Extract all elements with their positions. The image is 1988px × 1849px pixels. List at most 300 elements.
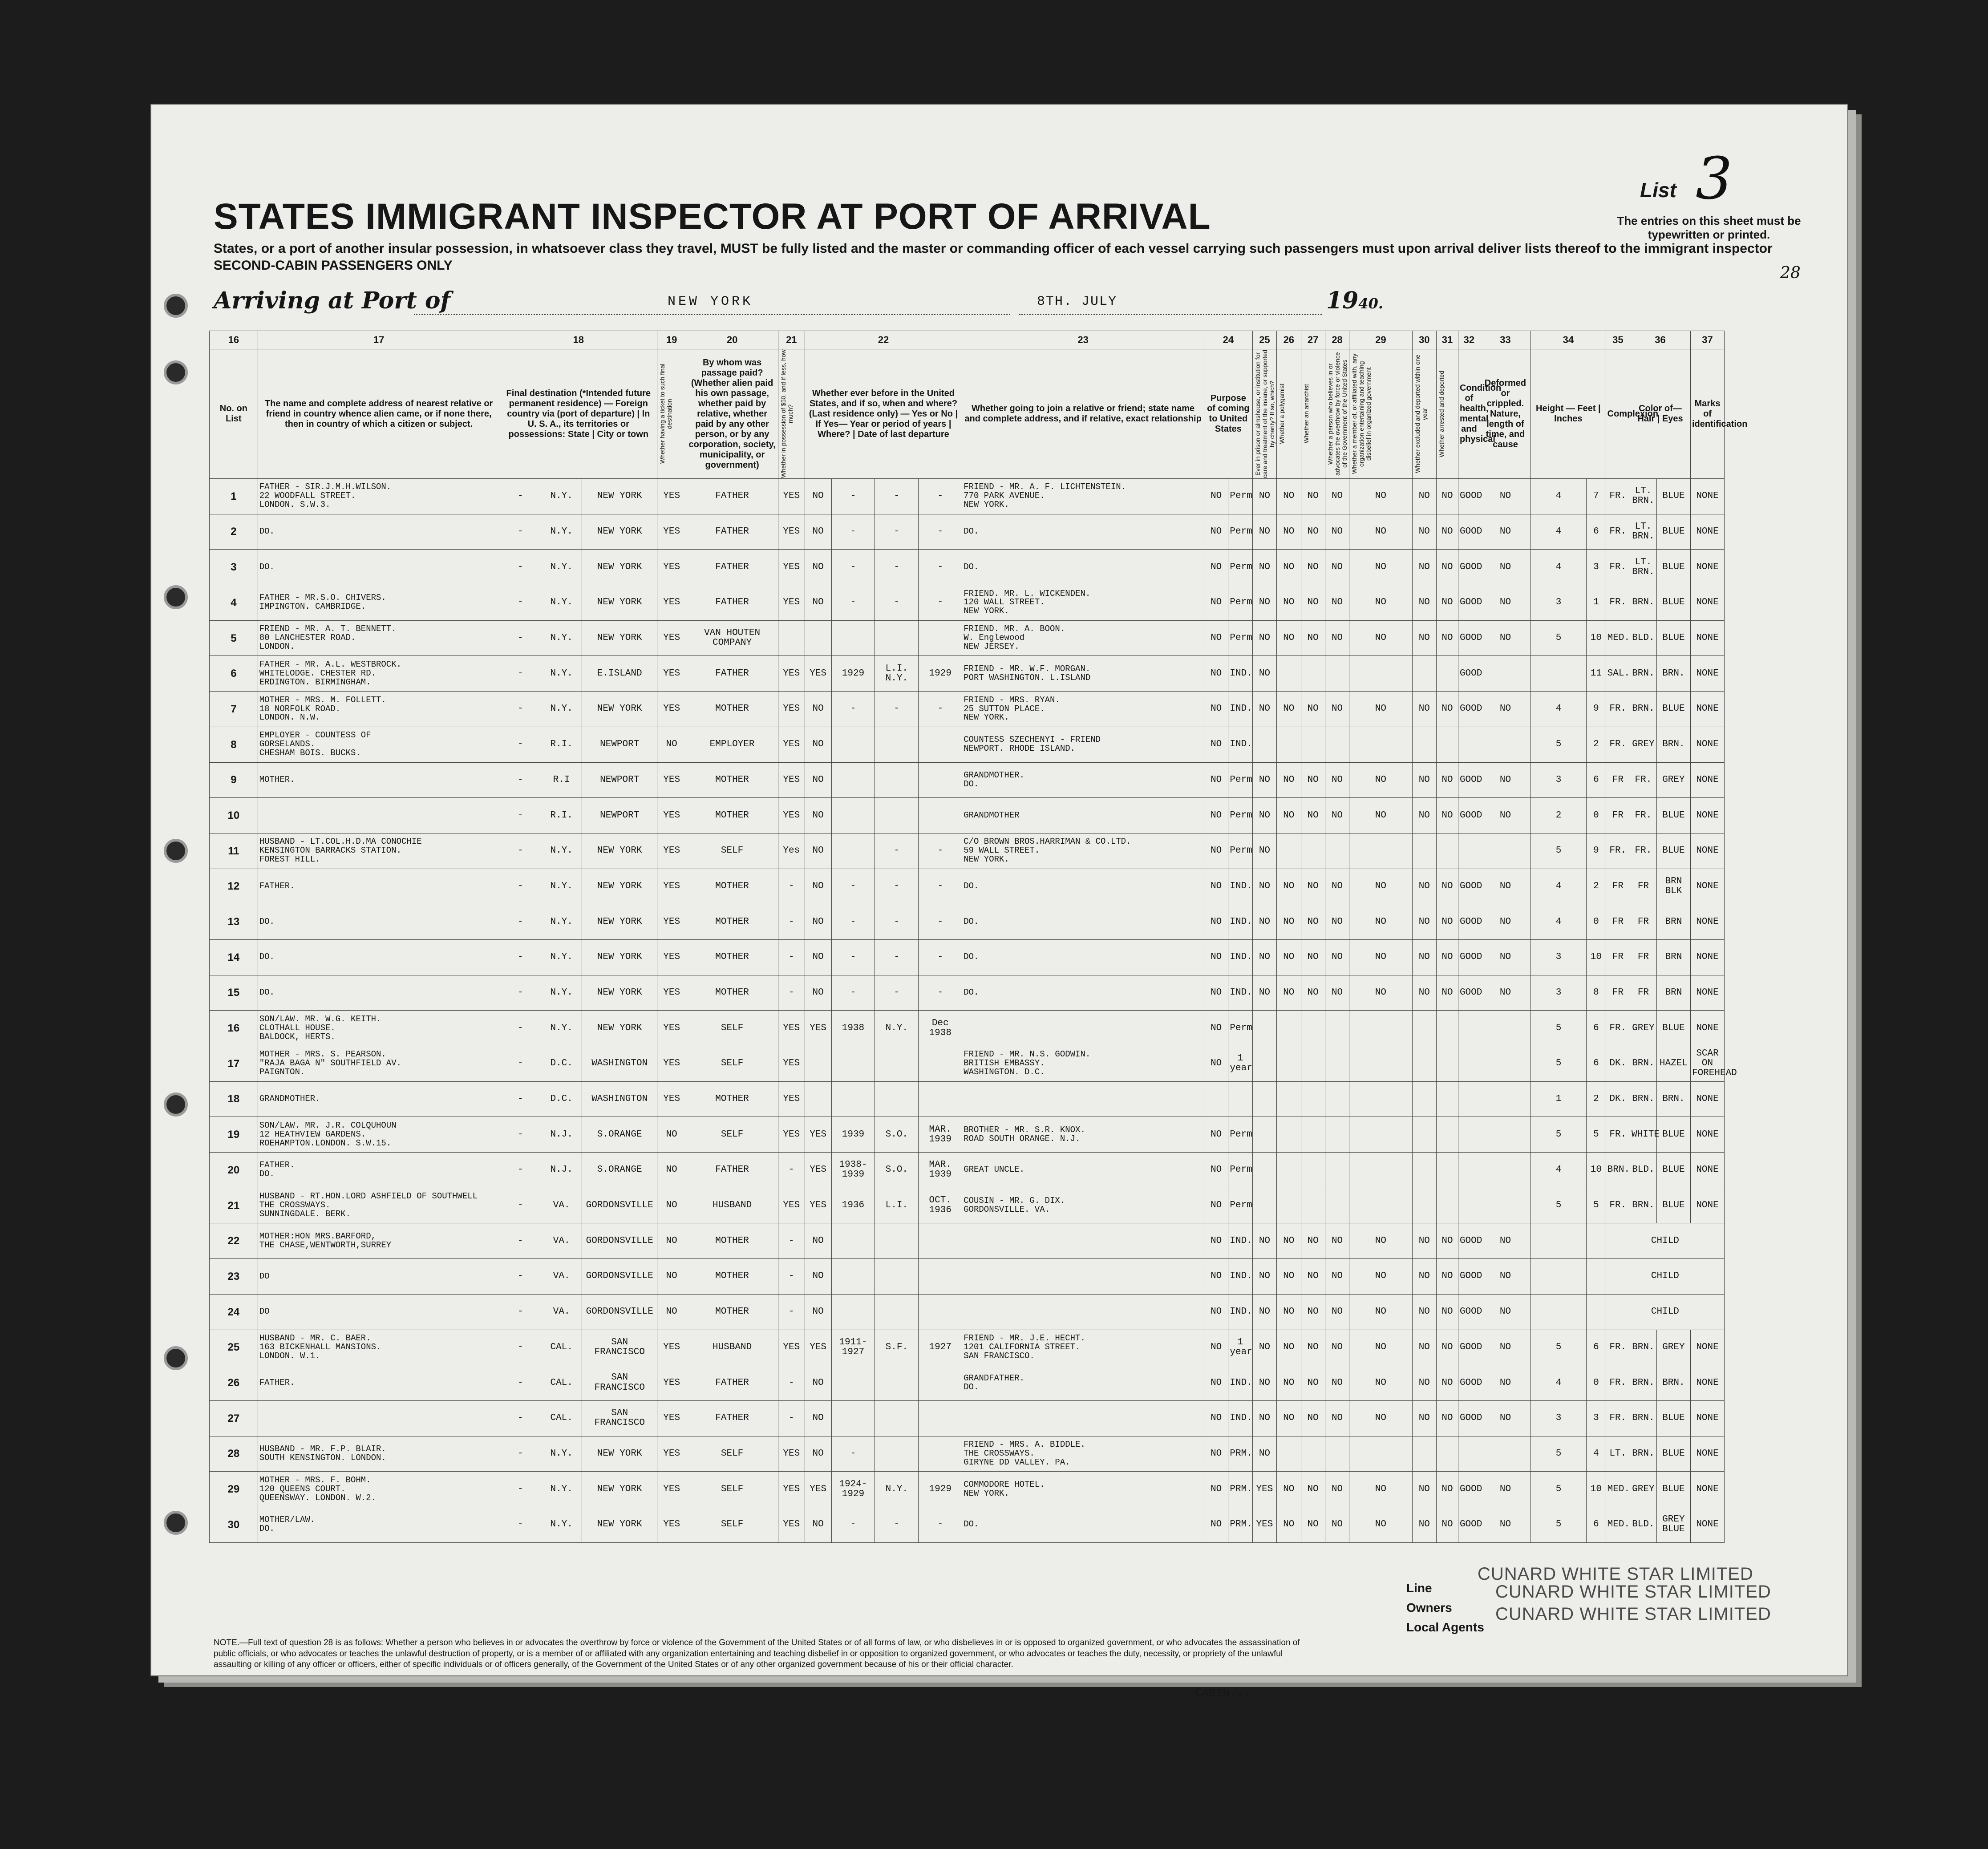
- cell-purpose: NO: [1204, 1330, 1228, 1365]
- cell-c28: NO: [1325, 904, 1349, 940]
- cell-marks: NONE: [1690, 798, 1724, 833]
- cell-hair: FR.: [1630, 833, 1657, 869]
- cell-relative: DO.: [258, 975, 500, 1011]
- cell-inches: 3: [1587, 1400, 1606, 1436]
- cell-eyes: BLUE: [1656, 1188, 1690, 1223]
- table-row: [210, 1081, 1834, 1117]
- manifest-sheet: [150, 104, 1848, 1700]
- cell-purpose: NO: [1204, 1011, 1228, 1046]
- cell-prison: NO: [1252, 939, 1276, 975]
- table-row: [210, 656, 1834, 692]
- cell-inches: [1587, 1223, 1606, 1259]
- cell-complexion: FR.: [1606, 1400, 1630, 1436]
- cell-via: -: [500, 904, 541, 940]
- cell-prison: [1252, 1117, 1276, 1153]
- cell-c28: NO: [1325, 514, 1349, 550]
- cell-relative: FRIEND - MR. A. T. BENNETT. 80 LANCHESTER ROAD. LONDON.: [258, 620, 500, 656]
- cell-via: -: [500, 1188, 541, 1223]
- cell-city: NEW YORK: [582, 550, 657, 585]
- cell-inches: 0: [1587, 798, 1606, 833]
- cell-feet: 5: [1531, 620, 1587, 656]
- cell-c27: NO: [1301, 904, 1325, 940]
- cell-c28: NO: [1325, 1472, 1349, 1507]
- cell-fifty: -: [778, 1400, 805, 1436]
- cell-purpose: NO: [1204, 1117, 1228, 1153]
- cell-c27: NO: [1301, 1507, 1325, 1542]
- cell-prison: NO: [1252, 1294, 1276, 1330]
- cell-c31: NO: [1437, 869, 1458, 904]
- cell-no: 20: [210, 1153, 258, 1188]
- cell-fifty: YES: [778, 1436, 805, 1472]
- cell-via: -: [500, 1081, 541, 1117]
- cell-feet: 4: [1531, 550, 1587, 585]
- cell-paid: MOTHER: [686, 1259, 778, 1295]
- cell-c29: NO: [1349, 762, 1412, 798]
- cell-c30: NO: [1412, 620, 1436, 656]
- cell-ticket: NO: [657, 1294, 686, 1330]
- cell-where: [875, 1259, 919, 1295]
- footnote: NOTE.—Full text of question 28 is as follows: Whether a person who believes in or advocates the overthrow by force or violence of the Government of the United States or of all forms of law, or who disbelieves in or is opposed to organized government, or who advocates the assassination of public officials, or who advocates or teaches the unlawful destruction of property, or is a member of or affiliated with any organization entertaining and teaching disbelief in or opposition to organized government, or who advocates or teaches the duty, necessity, or propriety of the unlawful assaulting or killing of any officer or officers, either of specific individuals or of officers generally, of the Government of the United States or of any other organized government because of his or their official character.: [214, 1638, 1300, 1670]
- cell-purpose: NO: [1204, 798, 1228, 833]
- cell-feet: 3: [1531, 762, 1587, 798]
- cell-years: [831, 620, 875, 656]
- cell-relative: FATHER - MR.S.O. CHIVERS. IMPINGTON. CAMBRIDGE.: [258, 585, 500, 621]
- cell-before: [805, 1081, 831, 1117]
- cell-via: -: [500, 1153, 541, 1188]
- cell-health: GOOD: [1458, 939, 1480, 975]
- cell-c28: NO: [1325, 869, 1349, 904]
- cell-paid: MOTHER: [686, 904, 778, 940]
- cell-departed: [919, 620, 962, 656]
- cell-joining: FRIEND - MR. N.S. GODWIN. BRITISH EMBASSY. WASHINGTON. D.C.: [962, 1046, 1204, 1082]
- cell-state: N.Y.: [541, 656, 582, 692]
- cell-length: PRM.: [1228, 1472, 1252, 1507]
- cell-c27: [1301, 1436, 1325, 1472]
- cell-c31: NO: [1437, 1259, 1458, 1295]
- cell-paid: MOTHER: [686, 869, 778, 904]
- cell-deformed: NO: [1480, 514, 1530, 550]
- cell-fifty: YES: [778, 585, 805, 621]
- cell-inches: 6: [1587, 514, 1606, 550]
- cell-complexion: FR: [1606, 869, 1630, 904]
- cell-state: N.Y.: [541, 904, 582, 940]
- cell-where: -: [875, 975, 919, 1011]
- cell-via: -: [500, 1330, 541, 1365]
- cell-complexion: FR: [1606, 975, 1630, 1011]
- cell-no: 22: [210, 1223, 258, 1259]
- cell-c30: [1412, 727, 1436, 762]
- cell-c31: [1437, 1011, 1458, 1046]
- cell-complexion: DK.: [1606, 1081, 1630, 1117]
- cell-length: IND.: [1228, 869, 1252, 904]
- cell-feet: 5: [1531, 1472, 1587, 1507]
- cell-c30: NO: [1412, 1223, 1436, 1259]
- cell-departed: -: [919, 514, 962, 550]
- cell-purpose: NO: [1204, 1188, 1228, 1223]
- cell-city: SAN FRANCISCO: [582, 1400, 657, 1436]
- cell-c26: NO: [1277, 975, 1301, 1011]
- cell-fifty: -: [778, 1365, 805, 1401]
- cell-length: Perm: [1228, 550, 1252, 585]
- cell-where: -: [875, 869, 919, 904]
- cell-c30: [1412, 1188, 1436, 1223]
- line-label: Line: [1406, 1581, 1432, 1595]
- cell-inches: 6: [1587, 1011, 1606, 1046]
- cell-joining: [962, 1400, 1204, 1436]
- cell-state: N.J.: [541, 1153, 582, 1188]
- cell-no: 12: [210, 869, 258, 904]
- cell-marks: NONE: [1690, 1365, 1724, 1401]
- cell-c29: NO: [1349, 1507, 1412, 1542]
- punch-hole: [164, 294, 188, 318]
- cell-eyes: BRN BLK: [1656, 869, 1690, 904]
- cell-inches: 8: [1587, 975, 1606, 1011]
- cell-paid: MOTHER: [686, 975, 778, 1011]
- cell-city: GORDONSVILLE: [582, 1294, 657, 1330]
- cell-departed: [919, 1081, 962, 1117]
- cell-c28: NO: [1325, 620, 1349, 656]
- cell-complexion: FR.: [1606, 692, 1630, 727]
- cell-c31: NO: [1437, 585, 1458, 621]
- cell-eyes: BRN: [1656, 904, 1690, 940]
- table-row: [210, 1472, 1834, 1507]
- cell-relative: FATHER - SIR.J.M.H.WILSON. 22 WOODFALL STREET. LONDON. S.W.3.: [258, 479, 500, 514]
- cell-no: 24: [210, 1294, 258, 1330]
- cell-joining: [962, 1081, 1204, 1117]
- cell-joining: COUSIN - MR. G. DIX. GORDONSVILLE. VA.: [962, 1188, 1204, 1223]
- cell-marks: NONE: [1690, 904, 1724, 940]
- cell-departed: Dec 1938: [919, 1011, 962, 1046]
- cell-deformed: NO: [1480, 798, 1530, 833]
- cell-departed: [919, 727, 962, 762]
- cell-health: [1458, 727, 1480, 762]
- table-row: [210, 833, 1834, 869]
- cell-city: SAN FRANCISCO: [582, 1330, 657, 1365]
- cell-c30: NO: [1412, 939, 1436, 975]
- cell-c30: [1412, 1117, 1436, 1153]
- cell-c26: [1277, 1011, 1301, 1046]
- cell-departed: MAR. 1939: [919, 1117, 962, 1153]
- cell-ticket: YES: [657, 656, 686, 692]
- cell-deformed: NO: [1480, 1330, 1530, 1365]
- cell-c30: NO: [1412, 479, 1436, 514]
- cell-inches: 2: [1587, 869, 1606, 904]
- cell-ticket: YES: [657, 1472, 686, 1507]
- cell-marks: NONE: [1690, 550, 1724, 585]
- cell-marks: NONE: [1690, 1436, 1724, 1472]
- cell-state: N.Y.: [541, 833, 582, 869]
- cell-eyes: BRN: [1656, 939, 1690, 975]
- table-row: [210, 1188, 1834, 1223]
- cell-inches: 11: [1587, 656, 1606, 692]
- list-number: 3: [1696, 145, 1733, 212]
- cell-years: -: [831, 479, 875, 514]
- cell-eyes: BLUE: [1656, 692, 1690, 727]
- cell-no: 17: [210, 1046, 258, 1082]
- cell-c30: [1412, 656, 1436, 692]
- cell-fifty: Yes: [778, 833, 805, 869]
- cell-c27: NO: [1301, 585, 1325, 621]
- cell-state: D.C.: [541, 1081, 582, 1117]
- cell-purpose: NO: [1204, 869, 1228, 904]
- table-row: [210, 1117, 1834, 1153]
- cell-c30: NO: [1412, 904, 1436, 940]
- cell-state: CAL.: [541, 1330, 582, 1365]
- cell-feet: 4: [1531, 904, 1587, 940]
- cell-fifty: YES: [778, 727, 805, 762]
- cell-c31: NO: [1437, 692, 1458, 727]
- cell-marks: NONE: [1690, 833, 1724, 869]
- cell-before: NO: [805, 798, 831, 833]
- cell-city: NEW YORK: [582, 585, 657, 621]
- cell-prison: YES: [1252, 1472, 1276, 1507]
- table-row: [210, 798, 1834, 833]
- cell-feet: 5: [1531, 1188, 1587, 1223]
- cell-feet: 2: [1531, 798, 1587, 833]
- cell-state: VA.: [541, 1223, 582, 1259]
- cell-length: Perm: [1228, 514, 1252, 550]
- cell-relative: MOTHER - MRS. F. BOHM. 120 QUEENS COURT. QUEENSWAY. LONDON. W.2.: [258, 1472, 500, 1507]
- cell-length: IND.: [1228, 1259, 1252, 1295]
- cell-c28: [1325, 1153, 1349, 1188]
- cell-eyes: GREY: [1656, 1330, 1690, 1365]
- cell-marks: NONE: [1690, 869, 1724, 904]
- cell-c30: [1412, 1011, 1436, 1046]
- cell-fifty: -: [778, 1259, 805, 1295]
- cell-deformed: NO: [1480, 1507, 1530, 1542]
- table-row: [210, 1507, 1834, 1542]
- cell-complexion: FR: [1606, 798, 1630, 833]
- cell-length: Perm: [1228, 585, 1252, 621]
- owners-label: Owners: [1406, 1601, 1452, 1614]
- form-instructions: States, or a port of another insular possession, in whatsoever class they travel, MUST be fully listed and the master or commanding officer of each vessel carrying such passengers must upon arrival deliver lists thereof to the immigrant inspector: [214, 241, 1773, 256]
- table-row: [210, 479, 1834, 514]
- cell-length: Perm: [1228, 1188, 1252, 1223]
- cell-where: -: [875, 514, 919, 550]
- cell-where: [875, 727, 919, 762]
- table-row: [210, 1436, 1834, 1472]
- cell-eyes: BLUE: [1656, 798, 1690, 833]
- punch-hole: [164, 585, 188, 609]
- cell-fifty: -: [778, 1294, 805, 1330]
- cell-state: VA.: [541, 1294, 582, 1330]
- cell-where: [875, 620, 919, 656]
- table-row: [210, 1046, 1834, 1082]
- agents-label: Local Agents: [1406, 1620, 1484, 1634]
- cell-c31: NO: [1437, 904, 1458, 940]
- cell-joining: FRIEND. MR. L. WICKENDEN. 120 WALL STREET. NEW YORK.: [962, 585, 1204, 621]
- cell-prison: NO: [1252, 1259, 1276, 1295]
- cell-years: [831, 1294, 875, 1330]
- cell-ticket: YES: [657, 1011, 686, 1046]
- cell-prison: NO: [1252, 869, 1276, 904]
- cell-via: -: [500, 798, 541, 833]
- cell-c27: NO: [1301, 1259, 1325, 1295]
- cell-via: -: [500, 1365, 541, 1401]
- cell-via: -: [500, 692, 541, 727]
- cell-health: [1458, 1046, 1480, 1082]
- cell-before: NO: [805, 762, 831, 798]
- line-stamp: CUNARD WHITE STAR LIMITED: [1478, 1564, 1753, 1584]
- cell-deformed: [1480, 1081, 1530, 1117]
- cell-deformed: NO: [1480, 762, 1530, 798]
- cell-via: -: [500, 939, 541, 975]
- cell-prison: NO: [1252, 585, 1276, 621]
- cell-marks: NONE: [1690, 1507, 1724, 1542]
- cell-c26: NO: [1277, 1400, 1301, 1436]
- list-label: List: [1640, 178, 1676, 202]
- cell-joining: GRANDMOTHER. DO.: [962, 762, 1204, 798]
- cell-inches: 9: [1587, 833, 1606, 869]
- cell-feet: 5: [1531, 833, 1587, 869]
- cell-c29: [1349, 1117, 1412, 1153]
- cell-c29: [1349, 1081, 1412, 1117]
- cell-purpose: NO: [1204, 1259, 1228, 1295]
- cell-fifty: -: [778, 1153, 805, 1188]
- cell-c30: NO: [1412, 1294, 1436, 1330]
- cell-eyes: BLUE: [1656, 1436, 1690, 1472]
- cell-joining: FRIEND - MR. J.E. HECHT. 1201 CALIFORNIA STREET. SAN FRANCISCO.: [962, 1330, 1204, 1365]
- cell-c29: NO: [1349, 1365, 1412, 1401]
- cell-state: D.C.: [541, 1046, 582, 1082]
- cell-via: -: [500, 1117, 541, 1153]
- cell-c29: [1349, 1153, 1412, 1188]
- cell-where: [875, 1365, 919, 1401]
- cell-c28: NO: [1325, 1223, 1349, 1259]
- cell-relative: DO.: [258, 904, 500, 940]
- cell-inches: 10: [1587, 620, 1606, 656]
- cell-fifty: YES: [778, 550, 805, 585]
- cell-no: 19: [210, 1117, 258, 1153]
- cell-c31: NO: [1437, 1294, 1458, 1330]
- cell-via: -: [500, 1294, 541, 1330]
- cell-complexion: FR: [1606, 762, 1630, 798]
- cell-c26: NO: [1277, 620, 1301, 656]
- cell-state: CAL.: [541, 1365, 582, 1401]
- cell-length: IND.: [1228, 1365, 1252, 1401]
- cell-feet: [1531, 656, 1587, 692]
- table-row: [210, 1400, 1834, 1436]
- cell-no: 9: [210, 762, 258, 798]
- cell-paid: SELF: [686, 1507, 778, 1542]
- cell-hair: BRN.: [1630, 1330, 1657, 1365]
- cell-hair: BRN.: [1630, 656, 1657, 692]
- cell-via: -: [500, 727, 541, 762]
- cell-city: SAN FRANCISCO: [582, 1365, 657, 1401]
- cell-paid: SELF: [686, 1011, 778, 1046]
- cell-city: E.ISLAND: [582, 656, 657, 692]
- cell-state: N.Y.: [541, 514, 582, 550]
- cell-where: [875, 1436, 919, 1472]
- cell-years: [831, 1365, 875, 1401]
- punch-hole: [164, 1511, 188, 1535]
- cell-joining: GRANDFATHER. DO.: [962, 1365, 1204, 1401]
- cell-no: 16: [210, 1011, 258, 1046]
- cell-marks: NONE: [1690, 692, 1724, 727]
- cell-no: 10: [210, 798, 258, 833]
- cell-c29: NO: [1349, 514, 1412, 550]
- cell-departed: [919, 1365, 962, 1401]
- cell-paid: FATHER: [686, 585, 778, 621]
- cell-c31: NO: [1437, 1330, 1458, 1365]
- cell-c30: NO: [1412, 692, 1436, 727]
- cell-purpose: NO: [1204, 762, 1228, 798]
- cell-before: YES: [805, 656, 831, 692]
- cell-city: NEW YORK: [582, 869, 657, 904]
- cell-c30: NO: [1412, 798, 1436, 833]
- cell-paid: SELF: [686, 1046, 778, 1082]
- cell-state: N.Y.: [541, 869, 582, 904]
- cell-feet: 5: [1531, 1117, 1587, 1153]
- cell-c28: NO: [1325, 939, 1349, 975]
- cell-hair: FR: [1630, 975, 1657, 1011]
- cell-purpose: [1204, 1081, 1228, 1117]
- cell-relative: DO.: [258, 550, 500, 585]
- cell-length: Perm: [1228, 479, 1252, 514]
- cell-state: N.Y.: [541, 1011, 582, 1046]
- cell-marks: NONE: [1690, 975, 1724, 1011]
- cell-ticket: NO: [657, 1259, 686, 1295]
- cell-purpose: NO: [1204, 1472, 1228, 1507]
- table-row: [210, 1294, 1834, 1330]
- cell-deformed: NO: [1480, 1472, 1530, 1507]
- cell-relative: DO: [258, 1294, 500, 1330]
- cell-length: Perm: [1228, 762, 1252, 798]
- cell-fifty: -: [778, 904, 805, 940]
- cell-hair: BRN.: [1630, 1046, 1657, 1082]
- cell-prison: NO: [1252, 798, 1276, 833]
- cell-complexion: FR.: [1606, 1117, 1630, 1153]
- cell-marks: NONE: [1690, 656, 1724, 692]
- cell-marks: NONE: [1690, 727, 1724, 762]
- cell-relative: EMPLOYER - COUNTESS OF GORSELANDS. CHESHAM BOIS. BUCKS.: [258, 727, 500, 762]
- cell-c31: [1437, 656, 1458, 692]
- cell-hair: LT. BRN.: [1630, 514, 1657, 550]
- cell-relative: HUSBAND - MR. C. BAER. 163 BICKENHALL MANSIONS. LONDON. W.1.: [258, 1330, 500, 1365]
- cell-length: Perm: [1228, 1011, 1252, 1046]
- cell-c31: NO: [1437, 1365, 1458, 1401]
- cell-c26: NO: [1277, 939, 1301, 975]
- cell-c28: NO: [1325, 1400, 1349, 1436]
- cell-state: N.J.: [541, 1117, 582, 1153]
- cell-ticket: YES: [657, 692, 686, 727]
- cell-years: [831, 833, 875, 869]
- cell-prison: NO: [1252, 1365, 1276, 1401]
- cell-via: -: [500, 1400, 541, 1436]
- cell-complexion: CHILD: [1606, 1223, 1724, 1259]
- table-row: [210, 1259, 1834, 1295]
- cell-feet: 4: [1531, 869, 1587, 904]
- cell-c28: [1325, 727, 1349, 762]
- cell-inches: 10: [1587, 1153, 1606, 1188]
- cell-years: [831, 798, 875, 833]
- cell-c30: [1412, 833, 1436, 869]
- cell-years: [831, 1081, 875, 1117]
- cell-c30: NO: [1412, 762, 1436, 798]
- cell-hair: GREY: [1630, 1011, 1657, 1046]
- cell-c31: NO: [1437, 1472, 1458, 1507]
- cell-no: 1: [210, 479, 258, 514]
- cell-c27: [1301, 656, 1325, 692]
- cell-inches: 6: [1587, 1507, 1606, 1542]
- cell-health: GOOD: [1458, 514, 1480, 550]
- cell-c28: [1325, 1188, 1349, 1223]
- cell-health: GOOD: [1458, 620, 1480, 656]
- cell-feet: 4: [1531, 692, 1587, 727]
- cell-ticket: YES: [657, 1081, 686, 1117]
- cell-before: NO: [805, 833, 831, 869]
- cell-years: 1939: [831, 1117, 875, 1153]
